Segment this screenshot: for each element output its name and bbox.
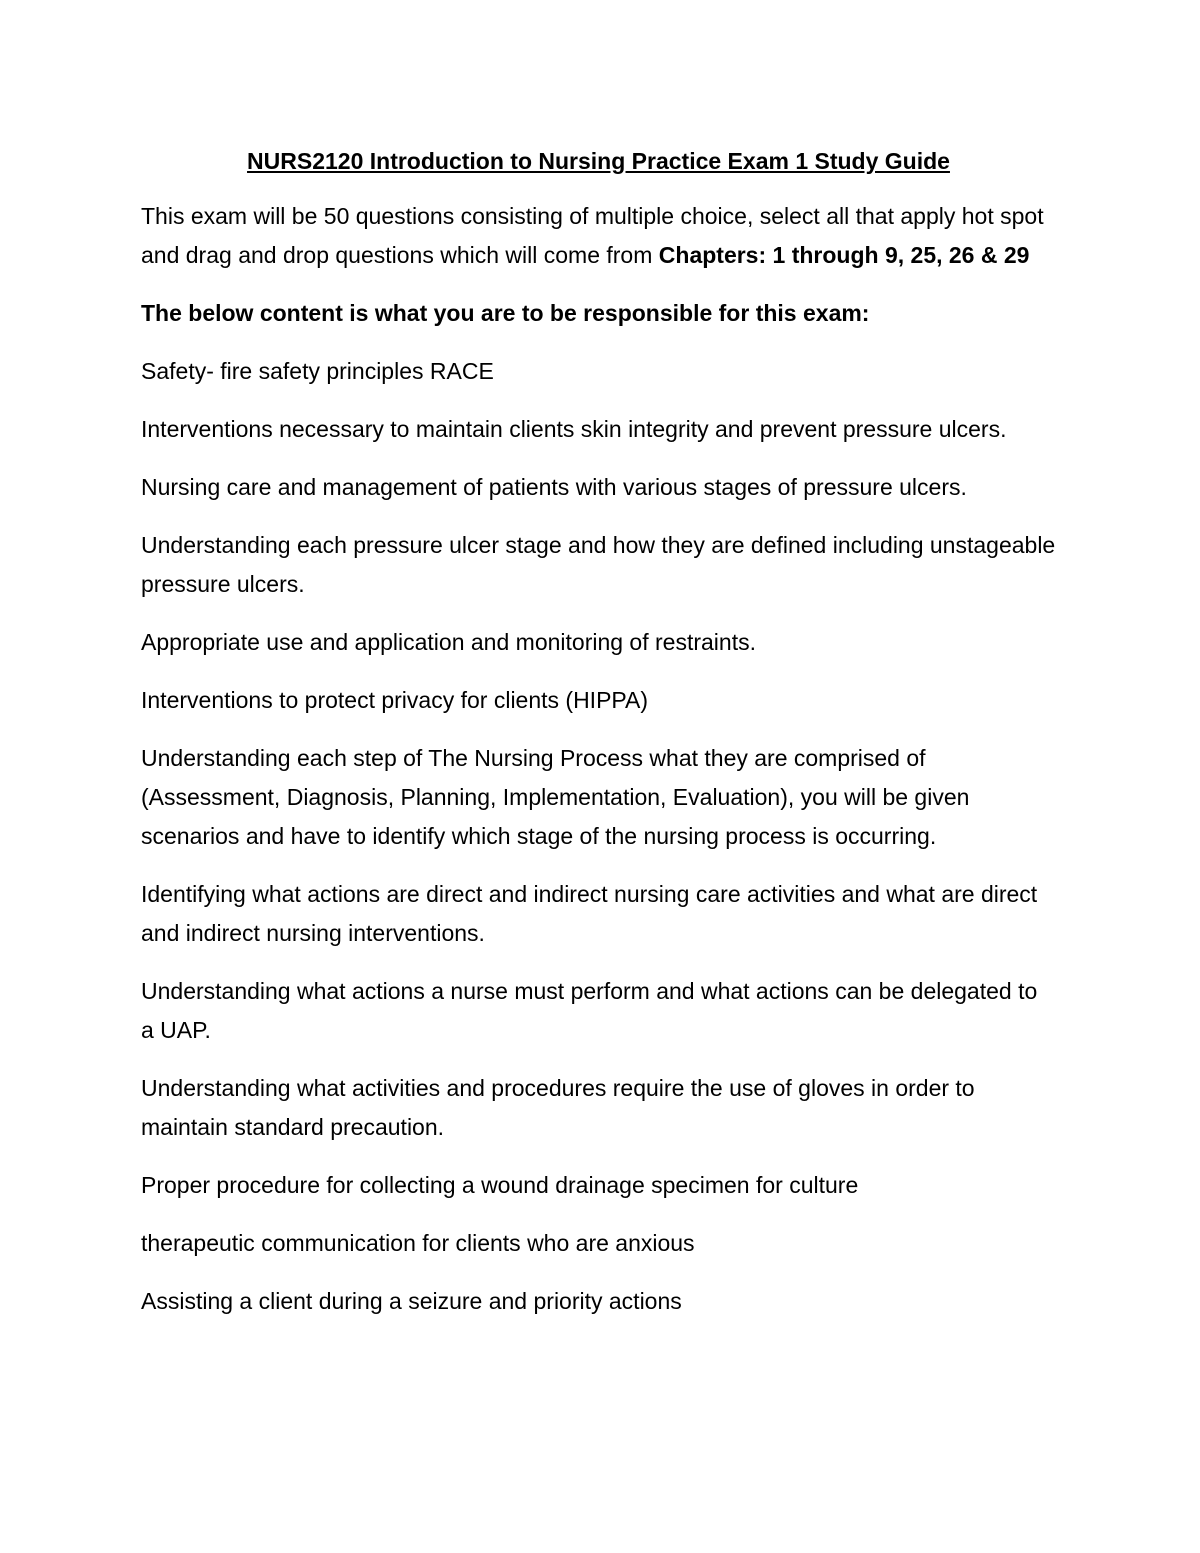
topic-item: Appropriate use and application and monitoring of restraints. xyxy=(141,629,756,655)
topic-item: Understanding what actions a nurse must perform and what actions can be delegated to a UAP. xyxy=(141,978,1038,1043)
document-body xyxy=(141,144,1056,1340)
topic-item: Nursing care and management of patients with various stages of pressure ulcers. xyxy=(141,474,967,500)
responsibility-heading: The below content is what you are to be responsible for this exam: xyxy=(141,300,870,326)
topic-item: Understanding each pressure ulcer stage and how they are defined including unstageable pressure ulcers. xyxy=(141,532,1056,597)
intro-text: This exam will be 50 questions consisting of multiple choice, select all that apply hot spot and drag and drop questions which will come from xyxy=(141,203,1044,268)
topic-item: Safety- fire safety principles RACE xyxy=(141,358,494,384)
topic-item: Interventions necessary to maintain clients skin integrity and prevent pressure ulcers. xyxy=(141,416,1007,442)
topic-item: Proper procedure for collecting a wound drainage specimen for culture xyxy=(141,1172,859,1198)
topic-item: Interventions to protect privacy for clients (HIPPA) xyxy=(141,687,649,713)
topic-item: therapeutic communication for clients who are anxious xyxy=(141,1230,695,1256)
topic-item: Understanding what activities and procedures require the use of gloves in order to maintain standard precaution. xyxy=(141,1075,975,1140)
intro-chapters: Chapters: 1 through 9, 25, 26 & 29 xyxy=(658,242,1030,268)
topic-item: Assisting a client during a seizure and priority actions xyxy=(141,1288,682,1314)
topic-item: Identifying what actions are direct and indirect nursing care activities and what are direct and indirect nursing interventions. xyxy=(141,881,1038,946)
topic-item: Understanding each step of The Nursing Process what they are comprised of (Assessment, Diagnosis, Planning, Implementation, Evaluation), you will be given scenarios and have to identify which stage of the nursing process is occurring. xyxy=(141,745,970,849)
document-title: NURS2120 Introduction to Nursing Practice Exam 1 Study Guide xyxy=(247,148,950,174)
intro-paragraph xyxy=(141,197,1056,275)
